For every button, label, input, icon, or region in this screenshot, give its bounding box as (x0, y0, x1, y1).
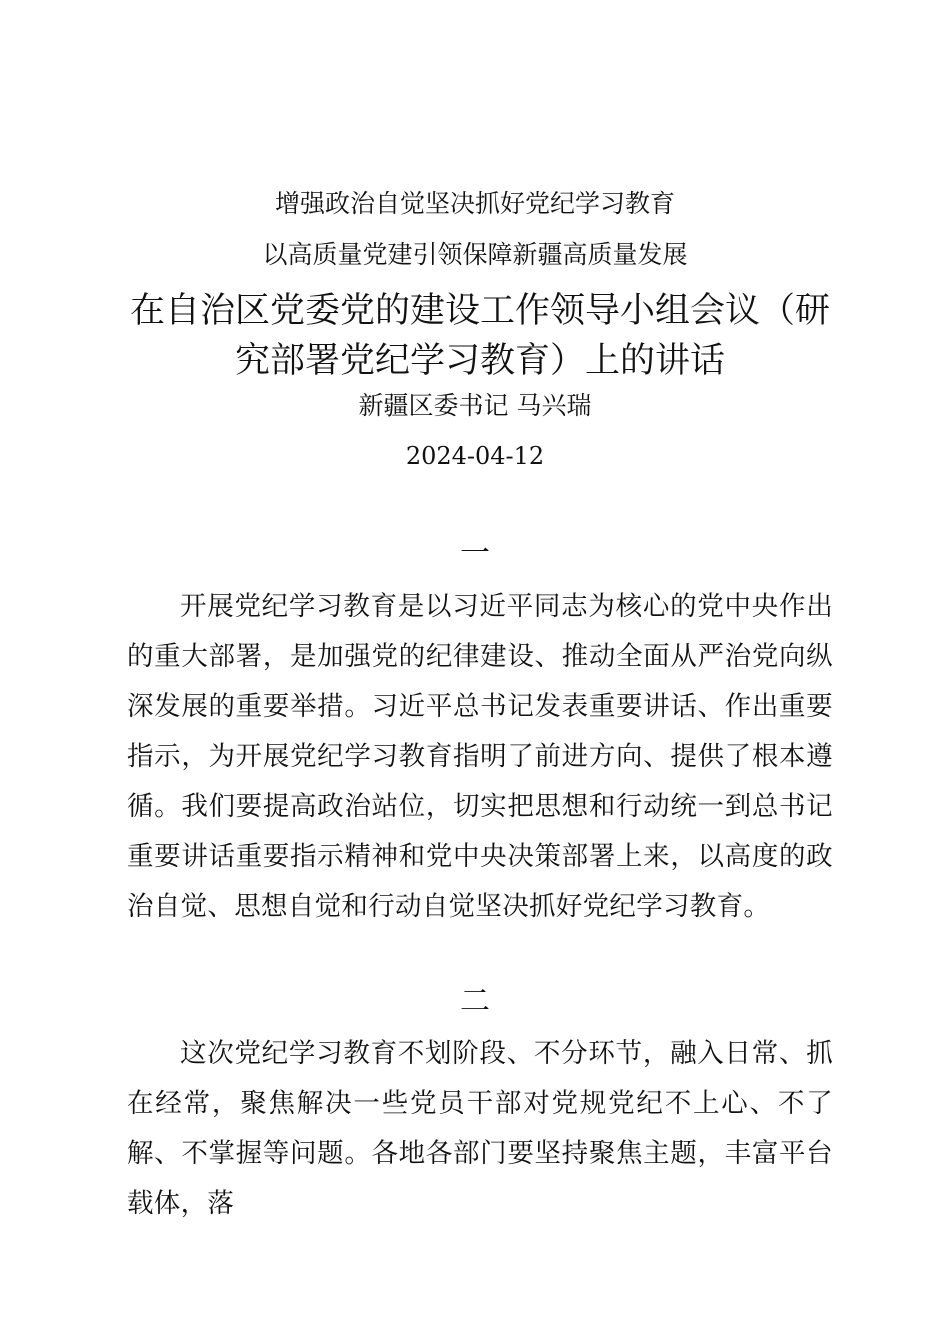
document-date: 2024-04-12 (405, 442, 545, 470)
section-1-paragraph: 开展党纪学习教育是以习近平同志为核心的党中央作出的重大部署，是加强党的纪律建设、推动全面从严治党向纵深发展的重要举措。习近平总书记发表重要讲话、作出重要指示，为开展党纪学习教育指明了前进方向、提供了根本遵循。我们要提高政治站位，切实把思想和行动统一到总书记重要讲话重要指示精神和党中央决策部署上来，以高度的政治自觉、思想自觉和行动自觉坚决抓好党纪学习教育。 (127, 591, 833, 922)
subtitle-line-2: 以高质量党建引领保障新疆高质量发展 (262, 240, 688, 269)
document-title: 在自治区党委党的建设工作领导小组会议（研究部署党纪学习教育）上的讲话 (129, 291, 830, 381)
subtitle-line-1: 增强政治自觉坚决抓好党纪学习教育 (274, 189, 675, 218)
author-line: 新疆区委书记 马兴瑞 (358, 391, 592, 420)
section-number-1: 一 (460, 536, 490, 571)
section-2-paragraph: 这次党纪学习教育不划阶段、不分环节，融入日常、抓在经常，聚焦解决一些党员干部对党规党纪不上心、不了解、不掌握等问题。各地各部门要坚持聚焦主题，丰富平台载体，落 (127, 1038, 833, 1219)
section-number-2: 二 (460, 984, 490, 1019)
